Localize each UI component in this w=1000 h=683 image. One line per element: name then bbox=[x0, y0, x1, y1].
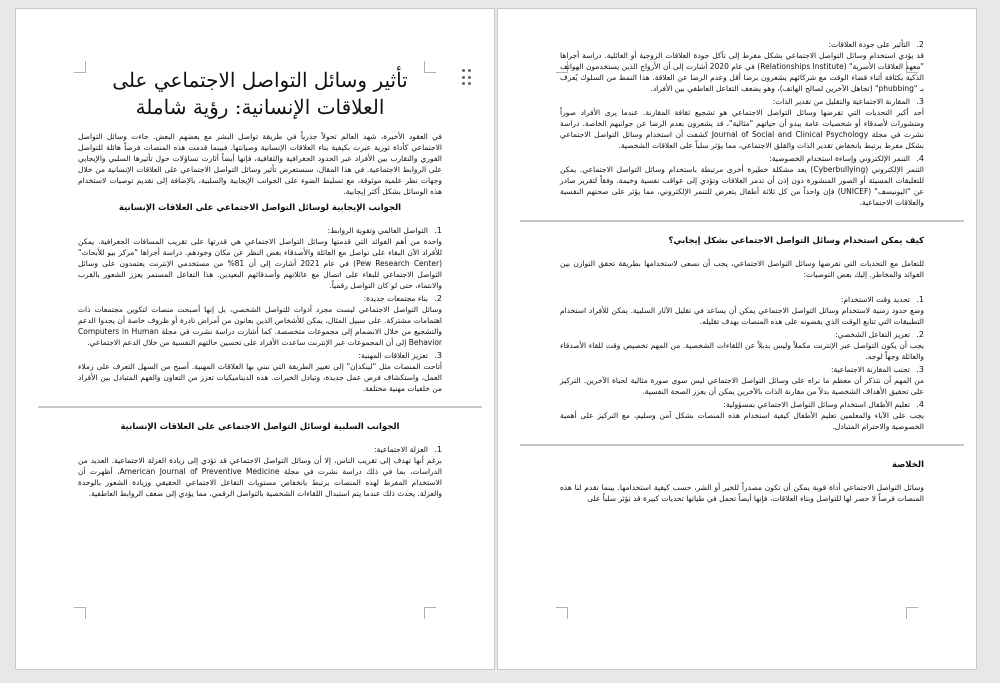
list-item-text: يجب أن يكون التواصل عبر الإنترنت مكملاً وليس بديلاً عن اللقاءات الشخصية. من المهم تخصيص وقت للقاء الأصدقاء والعائلة وجهاً لوجه. bbox=[560, 341, 924, 361]
list-item[interactable] bbox=[78, 350, 442, 394]
negative-aspects-list bbox=[78, 444, 442, 499]
intro-paragraph[interactable]: في العقود الأخيرة، شهد العالم تحولاً جذرياً في طريقة تواصل البشر مع بعضهم البعض. جاءت وسائل التواصل الاجتماعي كأداة ثورية عبرت بكيفية بناء العلاقات الإنسانية وصيانتها. فبينما قدمت هذه المنصات فرصاً هائلة للتواصل الفوري والتقارب بين الأفراد عبر الحدود الجغرافية والثقافية، فإنها أيضاً أثارت تساؤلات حول تأثيرها السلبي والإيجابي على الروابط الاجتماعية. في هذا المقال، سنستعرض تأثير وسائل التواصل الاجتماعي على العلاقات الإنسانية من خلال وجهات نظر علمية موثوقة، مع تسليط الضوء على الجوانب الإيجابية والسلبية، بالإضافة إلى تقديم توصيات لاستخدام هذه الوسائل بشكل أكثر إيجابية. bbox=[78, 132, 442, 196]
list-item-number: 4. bbox=[916, 400, 924, 409]
document-title[interactable]: تأثير وسائل التواصل الاجتماعي على العلاقات الإنسانية: رؤية شاملة bbox=[112, 68, 408, 119]
list-item[interactable] bbox=[78, 225, 442, 291]
list-item[interactable] bbox=[560, 39, 924, 94]
list-item-heading: التأثير على جودة العلاقات: bbox=[828, 40, 910, 49]
list-item-heading: تحديد وقت الاستخدام: bbox=[840, 295, 910, 304]
list-item-text: أحد أكبر التحديات التي تفرضها وسائل التواصل الاجتماعي هو تشجيع ثقافة المقارنة. عندما يرى الأفراد صوراً ومنشورات لأصدقاء أو شخصيات عامة يبدو أن حياتهم "مثالية"، قد يشعرون بعدم الرضا عن جوانبهم الخاصة. دراسة نشرت في مجلة Journal of Social and Clinical Psychology كشفت أن استخدام وسائل التواصل الاجتماعي بشكل مفرط يرتبط بانخفاض تقدير الذات والقلق الاجتماعي، مما يؤثر سلباً على العلاقات الشخصية. bbox=[560, 108, 924, 150]
list-item[interactable] bbox=[560, 153, 924, 208]
list-item-text: يجب على الآباء والمعلمين تعليم الأطفال كيفية استخدام هذه المنصات بشكل آمن وسليم، مع التركيز على أهمية الخصوصية والاحترام المتبادل. bbox=[560, 411, 924, 431]
list-item[interactable] bbox=[560, 329, 924, 362]
list-item-heading: العزلة الاجتماعية: bbox=[374, 445, 428, 454]
section-divider bbox=[38, 406, 482, 408]
list-item-number: 1. bbox=[916, 295, 924, 304]
list-item[interactable] bbox=[560, 294, 924, 327]
negative-aspects-list-continued bbox=[560, 39, 924, 208]
list-item-heading: تعليم الأطفال استخدام وسائل التواصل الاجتماعي بمسؤولية: bbox=[723, 400, 910, 409]
list-item-text: وضع حدود زمنية لاستخدام وسائل التواصل الاجتماعي يمكن أن يساعد في تقليل الآثار السلبية. يمكن للأفراد استخدام التطبيقات التي تتابع الوقت الذي يقضونه على هذه المنصات بهدف تقليله. bbox=[560, 306, 924, 326]
list-item-heading: تعزيز التفاعل الشخصي: bbox=[835, 330, 910, 339]
list-item-heading: تعزيز العلاقات المهنية: bbox=[358, 351, 428, 360]
list-item-number: 1. bbox=[434, 445, 442, 454]
list-item-text: قد يؤدي استخدام وسائل التواصل الاجتماعي بشكل مفرط إلى تآكل جودة العلاقات الزوجية أو العائلية. دراسة أجراها "معهد العلاقات الأسرية" (Relationships Institute) في عام 2020 أشارت إلى أن الأزواج الذين يستخدمون الهواتف الذكية بكثافة أثناء قضاء الوقت مع شركائهم يشعرون برضا أقل وعدم الرضا عن العلاقة. هذا النمط من السلوك يُعرف بـ "phubbing" (تجاهل الآخرين لصالح الهاتف)، وهو يضعف التفاعل العاطفي بين الأفراد. bbox=[560, 51, 924, 93]
list-item-text: وسائل التواصل الاجتماعي ليست مجرد أدوات للتواصل الشخصي، بل إنها أصبحت منصات لتكوين مجتمعات ذات اهتمامات مشتركة. على سبيل المثال، يمكن للأشخاص الذين يعانون من أمراض نادرة أو ظروف خاصة أن يجدوا الدعم والتشجيع من خلال الانضمام إلى مجموعات متخصصة. كما أشارت دراسة نشرت في مجلة Computers in Human Behavior إلى أن المجموعات عبر الإنترنت ساعدت الأفراد على تحسين حالتهم النفسية من خلال الدعم الاجتماعي. bbox=[78, 305, 442, 347]
list-item-number: 1. bbox=[434, 226, 442, 235]
list-item-number: 2. bbox=[434, 294, 442, 303]
recommendations-intro[interactable]: للتعامل مع التحديات التي تفرضها وسائل التواصل الاجتماعي، يجب أن نسعى لاستخدامها بطريقة تحقق التوازن بين الفوائد والمخاطر. إليك بعض التوصيات: bbox=[560, 259, 924, 279]
section-heading-negative[interactable]: الجوانب السلبية لوسائل التواصل الاجتماعي على العلاقات الإنسانية bbox=[120, 422, 400, 432]
list-item-text: برغم أنها تهدف إلى تقريب الناس، إلا أن وسائل التواصل الاجتماعي قد تؤدي إلى زيادة العزلة الاجتماعية. العديد من الدراسات، بما في ذلك دراسة نشرت في مجلة American Journal of Preventive Medicine، أظهرت أن الاستخدام المفرط لهذه المنصات يرتبط بانخفاض مستويات التفاعل الاجتماعي الحقيقي وزيادة الشعور بالوحدة والعزلة. يحدث ذلك عندما يتم استبدال اللقاءات الشخصية بالتواصل الرقمي، مما يؤدي إلى ضعف الروابط العاطفية. bbox=[78, 456, 442, 498]
list-item-number: 3. bbox=[916, 97, 924, 106]
document-page-2 bbox=[497, 8, 977, 670]
list-item-text: واحدة من أهم الفوائد التي قدمتها وسائل التواصل الاجتماعي هي قدرتها على تقريب المسافات الجغرافية. يمكن للأفراد الآن البقاء على تواصل مع العائلة والأصدقاء بغض النظر عن مكان وجودهم. دراسة أجراها "مركز بيو للأبحاث" (Pew Research Center) في عام 2021 أشارت إلى أن 81% من مستخدمي الإنترنت يعتمدون على وسائل التواصل الاجتماعي للبقاء على اتصال مع عائلاتهم وأصدقائهم البعيدين. هذا التفاعل المستمر يعزز الشعور بالقرب والانتماء، حتى لو كان التواصل رقمياً. bbox=[78, 237, 443, 290]
list-item-heading: بناء مجتمعات جديدة: bbox=[363, 294, 428, 303]
list-item-number: 3. bbox=[916, 365, 924, 374]
list-item[interactable] bbox=[78, 444, 442, 499]
list-item[interactable] bbox=[560, 96, 924, 151]
section-heading-positive[interactable]: الجوانب الإيجابية لوسائل التواصل الاجتماعي على العلاقات الإنسانية bbox=[118, 203, 402, 213]
document-page-1 bbox=[15, 8, 495, 670]
page-1-content bbox=[78, 67, 442, 639]
positive-aspects-list bbox=[78, 225, 442, 394]
list-item-number: 2. bbox=[916, 330, 924, 339]
list-item[interactable] bbox=[560, 399, 924, 432]
list-item-heading: المقارنة الاجتماعية والتقليل من تقدير الذات: bbox=[772, 97, 910, 106]
list-item-number: 3. bbox=[434, 351, 442, 360]
list-item[interactable] bbox=[78, 293, 442, 348]
conclusion-paragraph[interactable]: وسائل التواصل الاجتماعي أداة قوية يمكن أن تكون مصدراً للخير أو الشر، حسب كيفية استخدامها. بينما تقدم لنا هذه المنصات فرصاً لا حصر لها للتواصل وبناء العلاقات، فإنها أيضاً تحمل في طياتها تحديات كبيرة قد تؤثر سلباً على bbox=[560, 483, 924, 503]
section-heading-recommendations[interactable]: كيف يمكن استخدام وسائل التواصل الاجتماعي بشكل إيجابي؟ bbox=[668, 236, 924, 246]
section-heading-conclusion[interactable]: الخلاصة bbox=[891, 460, 924, 470]
list-item-heading: تجنب المقارنة الاجتماعية: bbox=[830, 365, 910, 374]
list-item-text: من المهم أن نتذكر أن معظم ما نراه على وسائل التواصل الاجتماعي ليس سوى صورة مثالية لحياة الآخرين. التركيز على تحقيق الأهداف الشخصية بدلاً من مقارنة الذات بالآخرين يمكن أن يعزز الصحة النفسية. bbox=[560, 376, 924, 396]
drag-handle-icon[interactable] bbox=[462, 69, 472, 87]
list-item-text: أتاحت المنصات مثل "لينكدإن" إلى تغيير الطريقة التي نبني بها العلاقات المهنية. أصبح من السهل التعرف على زملاء العمل، واستكشاف فرص عمل جديدة، وتبادل الخبرات. هذه الديناميكيات تعزز من التعاون والفهم المتبادل بين الأفراد من خلفيات مهنية مختلفة. bbox=[78, 362, 442, 393]
list-item-heading: التواصل العالمي وتقوية الروابط: bbox=[327, 226, 428, 235]
page-2-content bbox=[560, 39, 924, 639]
section-divider bbox=[520, 220, 964, 222]
list-item-text: التنمر الإلكتروني (Cyberbullying) يعد مشكلة خطيرة أخرى مرتبطة باستخدام وسائل التواصل الاجتماعي. يمكن للتعليقات المسيئة أو الصور المنشورة دون إذن أن تدمر العلاقات وتؤدي إلى عواقب نفسية وخيمة. وفقاً لتقرير صادر عن "اليونيسف" (UNICEF) فإن واحداً من كل ثلاثة أطفال يتعرض للتنمر الإلكتروني، مما يؤثر على صحتهم النفسية والعلاقات الاجتماعية. bbox=[560, 165, 924, 207]
recommendations-list bbox=[560, 294, 924, 432]
list-item-number: 4. bbox=[916, 154, 924, 163]
list-item-number: 2. bbox=[916, 40, 924, 49]
list-item-heading: التنمر الإلكتروني وإساءة استخدام الخصوصية: bbox=[769, 154, 910, 163]
list-item[interactable] bbox=[560, 364, 924, 397]
section-divider bbox=[520, 444, 964, 446]
